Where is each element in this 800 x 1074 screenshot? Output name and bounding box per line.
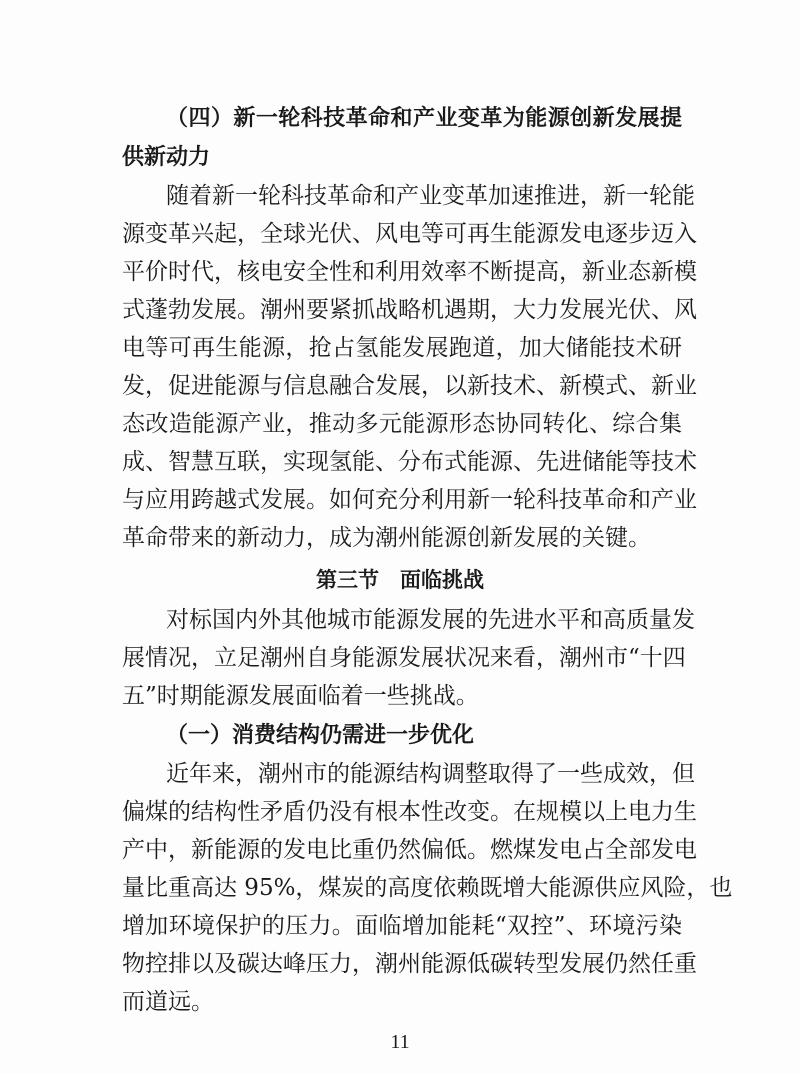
subheading-4-line-2: 供新动力 — [122, 145, 211, 170]
paragraph-3-line: 产中，新能源的发电比重仍然偏低。燃煤发电占全部发电 — [122, 837, 697, 863]
paragraph-1-line: 与应用跨越式发展。如何充分利用新一轮科技革命和产业 — [122, 487, 697, 513]
section-title: 第三节 面临挑战 — [316, 568, 484, 592]
paragraph-2-line: 五”时期能源发展面临着一些挑战。 — [122, 683, 479, 709]
subheading-4-line-1: （四）新一轮科技革命和产业变革为能源创新发展提 — [166, 106, 682, 131]
paragraph-1-line: 式蓬勃发展。潮州要紧抓战略机遇期，大力发展光伏、风 — [122, 297, 697, 323]
paragraph-3-line: 量比重高达 95%，煤炭的高度依赖既增大能源供应风险，也 — [122, 875, 733, 901]
paragraph-1-line: 电等可再生能源，抢占氢能发展跑道，加大储能技术研 — [122, 335, 682, 361]
paragraph-2-line: 对标国内外其他城市能源发展的先进水平和高质量发 — [166, 607, 695, 633]
paragraph-1-line: 源变革兴起，全球光伏、风电等可再生能源发电逐步迈入 — [122, 221, 697, 247]
page-number: 11 — [390, 1031, 410, 1053]
paragraph-1-line: 发，促进能源与信息融合发展，以新技术、新模式、新业 — [122, 373, 697, 399]
paragraph-3-line: 而道远。 — [122, 989, 214, 1015]
paragraph-1-line: 革命带来的新动力，成为潮州能源创新发展的关键。 — [122, 525, 651, 551]
paragraph-3-line: 偏煤的结构性矛盾仍没有根本性改变。在规模以上电力生 — [122, 799, 697, 825]
subheading-1: （一）消费结构仍需进一步优化 — [166, 723, 475, 748]
paragraph-1-line: 成、智慧互联，实现氢能、分布式能源、先进储能等技术 — [122, 449, 697, 475]
paragraph-3-line: 近年来，潮州市的能源结构调整取得了一些成效，但 — [166, 761, 695, 787]
paragraph-3-line: 物控排以及碳达峰压力，潮州能源低碳转型发展仍然任重 — [122, 951, 697, 977]
paragraph-1-line: 随着新一轮科技革命和产业变革加速推进，新一轮能 — [166, 183, 695, 209]
paragraph-3-line: 增加环境保护的压力。面临增加能耗“双控”、环境污染 — [122, 913, 682, 939]
paragraph-1-line: 平价时代，核电安全性和利用效率不断提高，新业态新模 — [122, 259, 697, 285]
paragraph-1-line: 态改造能源产业，推动多元能源形态协同转化、综合集 — [122, 411, 682, 437]
paragraph-2-line: 展情况，立足潮州自身能源发展状况来看，潮州市“十四 — [122, 645, 686, 671]
